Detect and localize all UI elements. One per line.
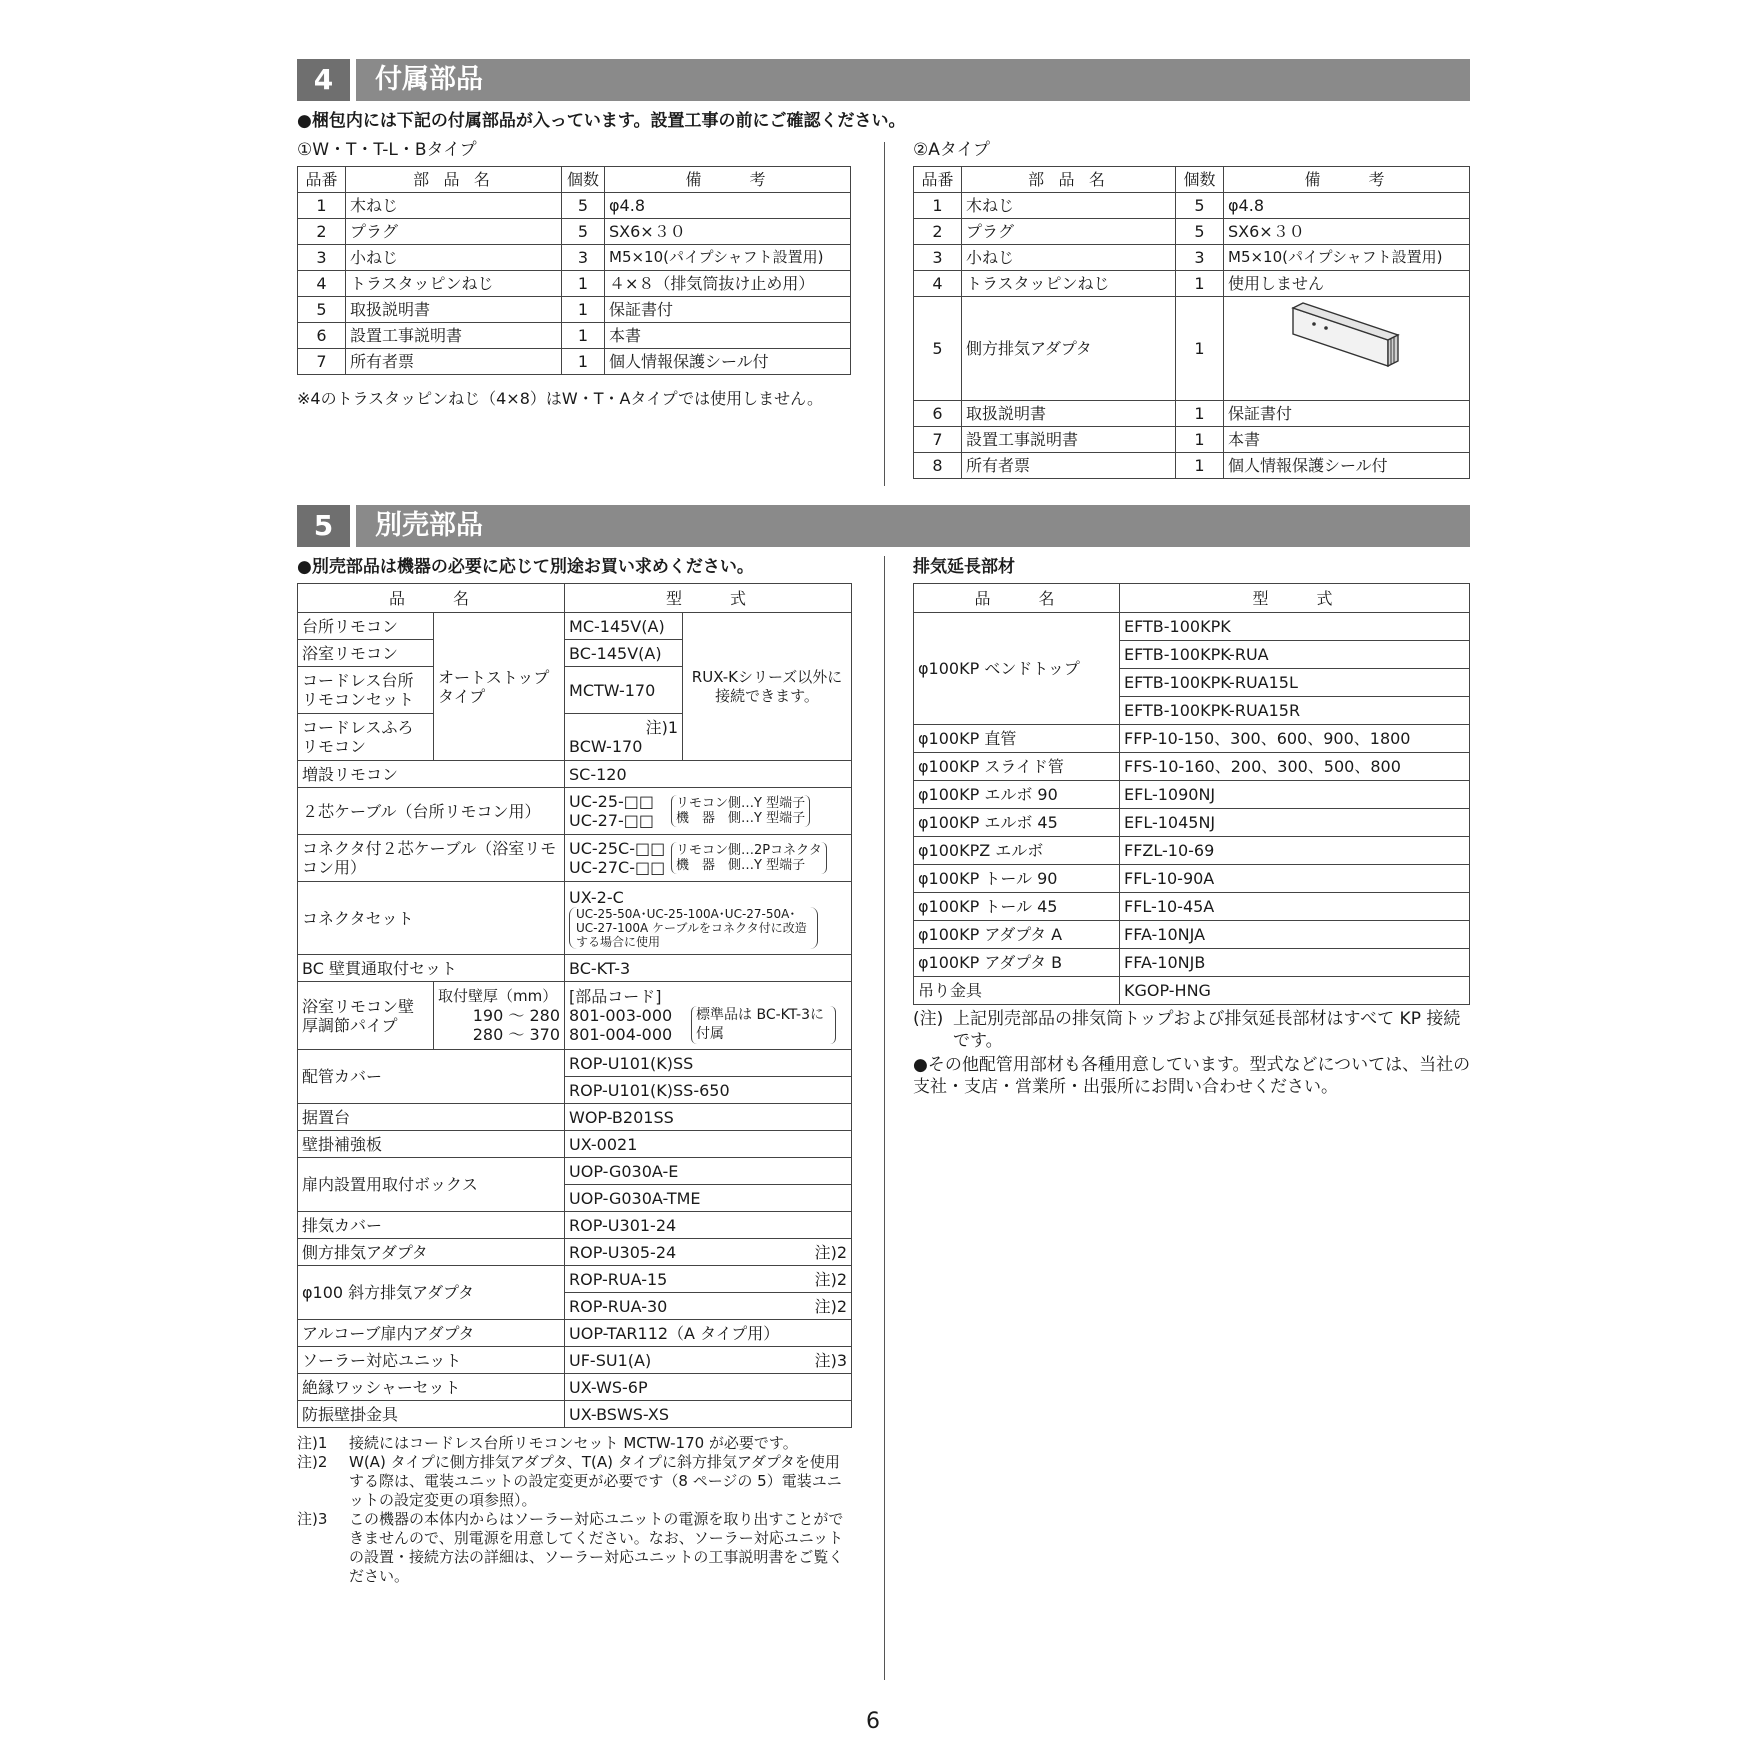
cell: UX-WS-6P [565,1374,852,1401]
model-text: UF-SU1(A) [569,1350,652,1370]
cell [565,788,852,835]
cell: 1 [1176,453,1224,479]
thickness-value: 280 ～ 370 [472,1025,561,1044]
table-row [914,453,1470,479]
part-code: 801-003-000 [569,1006,673,1025]
cell: アルコーブ扉内アダプタ [298,1320,565,1347]
table-row [914,271,1470,297]
cell [565,714,683,761]
table-row [298,1131,852,1158]
table-row [914,921,1470,949]
exhaust-parts-title: 排気延長部材 [913,557,1015,577]
cell: プラグ [962,219,1176,245]
note-item: 注)1 接続にはコードレス台所リモコンセット MCTW-170 が必要です。 [297,1434,798,1452]
table-row [914,809,1470,837]
cell: 5 [914,297,962,401]
page-number: 6 [866,1709,880,1734]
cell: BC-145V(A) [565,640,683,667]
cell: M5×10(パイプシャフト設置用) [1224,245,1470,271]
cell: FFP-10-150、300、600、900、1800 [1120,725,1470,753]
table-row [914,837,1470,865]
note-mark: 注)2 [814,1269,848,1289]
cell: BC 壁貫通取付セット [298,955,565,982]
section-title: 別売部品 [375,510,483,541]
section-number: 4 [297,59,350,101]
cell: 個人情報保護シール付 [605,349,851,375]
section-title: 付属部品 [375,64,483,95]
cell: ２芯ケーブル（台所リモコン用） [298,788,565,835]
cell: 3 [562,245,605,271]
cell: SC-120 [565,761,852,788]
cell: トラスタッピンねじ [346,271,562,297]
cell: 側方排気アダプタ [298,1239,565,1266]
table-row [914,245,1470,271]
model-note: 機 器 側…Y 型端子 [676,811,806,826]
table-row [914,725,1470,753]
table-row [298,1050,852,1077]
table-row [298,323,851,349]
cell: 5 [562,219,605,245]
cell: EFL-1045NJ [1120,809,1470,837]
table-row [298,1239,852,1266]
col-header: 品番 [914,167,962,193]
cell [565,882,852,955]
cell: φ100KP スライド管 [914,753,1120,781]
cell: EFTB-100KPK-RUA15L [1120,669,1470,697]
model-text: UC-25-□□ [569,792,655,811]
cell: 3 [298,245,346,271]
cell: KGOP-HNG [1120,977,1470,1005]
cell: 1 [1176,297,1224,401]
cell: FFL-10-45A [1120,893,1470,921]
cell: 小ねじ [346,245,562,271]
model-note: 標準品は BC-KT-3に付属 [691,1006,836,1044]
cell: WOP-B201SS [565,1104,852,1131]
col-header: 部品名 [962,167,1176,193]
cell: トラスタッピンねじ [962,271,1176,297]
cell [565,1266,852,1293]
thickness-value: 190 ～ 280 [472,1006,561,1025]
cell: ROP-U101(K)SS-650 [565,1077,852,1104]
cell: 設置工事説明書 [962,427,1176,453]
col-header: 品番 [298,167,346,193]
cell: EFL-1090NJ [1120,781,1470,809]
cell: 1 [562,323,605,349]
note-mark: 注)3 [814,1350,848,1370]
cell: 小ねじ [962,245,1176,271]
cell: 増設リモコン [298,761,565,788]
table-row [914,193,1470,219]
model-text: ROP-RUA-30 [569,1296,668,1316]
wt-type-subtitle: ①W・T・T-L・Bタイプ [297,140,477,160]
model-text: UC-27C-□□ [569,858,666,877]
cell [565,1293,852,1320]
cell: 木ねじ [962,193,1176,219]
cell: 6 [298,323,346,349]
cell: φ4.8 [605,193,851,219]
cell: 1 [562,271,605,297]
table-row [298,1212,852,1239]
col-header: 型式 [565,584,852,613]
cell: SX6×３０ [605,219,851,245]
cell: 保証書付 [605,297,851,323]
cell: コネクタセット [298,882,565,955]
table-row [298,1104,852,1131]
model-text: ROP-U305-24 [569,1242,677,1262]
table-row [298,1374,852,1401]
cell: MC-145V(A) [565,613,683,640]
model-text: BCW-170 [569,737,643,756]
cell: φ100KPZ エルボ [914,837,1120,865]
code-label: [部品コード] [569,987,662,1006]
model-note: リモコン側…Y 型端子 [676,796,806,811]
cell: UX-BSWS-XS [565,1401,852,1428]
wt-type-note: ※4のトラスタッピンねじ（4×8）はW・T・Aタイプでは使用しません。 [297,389,824,408]
cell: 設置工事説明書 [346,323,562,349]
table-row [298,613,852,640]
section-4-lead: ●梱包内には下記の付属部品が入っています。設置工事の前にご確認ください。 [297,111,906,131]
cell: φ4.8 [1224,193,1470,219]
cell: M5×10(パイプシャフト設置用) [605,245,851,271]
cell: 7 [914,427,962,453]
table-row [914,977,1470,1005]
note-item: (注) 上記別売部品の排気筒トップおよび排気延長部材はすべて KP 接続です。 [913,1009,1461,1051]
cell: 所有者票 [962,453,1176,479]
cell: 2 [914,219,962,245]
cell: 4 [914,271,962,297]
cell: 使用しません [1224,271,1470,297]
wt-type-parts-table [297,166,851,375]
table-row [298,245,851,271]
cell: UOP-G030A-E [565,1158,852,1185]
side-exhaust-adapter-illustration [1228,298,1464,396]
optional-parts-table [297,583,852,1428]
optional-parts-notes [297,1434,852,1586]
table-row [914,865,1470,893]
cell: EFTB-100KPK-RUA [1120,641,1470,669]
note-item: 注)3 この機器の本体内からはソーラー対応ユニットの電源を取り出すことができませんので、別電源を用意してください。なお、ソーラー対応ユニットの設置・接続方法の詳細は、ソーラー対応ユニットの工事説明書をご覧ください。 [297,1510,844,1585]
cell: φ100KP エルボ 90 [914,781,1120,809]
section-4-header [297,59,1470,101]
cell: 本書 [1224,427,1470,453]
model-note: リモコン側…2Pコネクタ [676,843,822,858]
cell: 本書 [605,323,851,349]
cell: 7 [298,349,346,375]
col-header: 個数 [1176,167,1224,193]
cell: FFZL-10-69 [1120,837,1470,865]
col-header: 型式 [1120,584,1470,613]
model-text: UC-25C-□□ [569,839,666,858]
section-5-lead: ●別売部品は機器の必要に応じて別途お買い求めください。 [297,557,754,577]
col-header: 個数 [562,167,605,193]
thickness-label: 取付壁厚（mm） [438,987,558,1005]
cell: 木ねじ [346,193,562,219]
cell: 浴室リモコン [298,640,434,667]
note-mark: 注)1 [645,718,679,737]
table-row [298,1158,852,1185]
model-text: UC-27-□□ [569,811,655,830]
table-row [914,297,1470,401]
note-item: 注)2 W(A) タイプに側方排気アダプタ、T(A) タイプに斜方排気アダプタを使用する際は、電装ユニットの設定変更が必要です（8 ページの 5）電装ユニットの設定変更の項参照）。 [297,1453,842,1509]
cell [565,835,852,882]
exhaust-parts-table [913,583,1470,1005]
cell: ソーラー対応ユニット [298,1347,565,1374]
cell: 扉内設置用取付ボックス [298,1158,565,1212]
cell: 防振壁掛金具 [298,1401,565,1428]
cell: 1 [914,193,962,219]
cell: 保証書付 [1224,401,1470,427]
cell: 1 [562,349,605,375]
cell: 絶縁ワッシャーセット [298,1374,565,1401]
cell: φ100KP 直管 [914,725,1120,753]
table-row [298,835,852,882]
cell: UX-0021 [565,1131,852,1158]
table-row [298,955,852,982]
cell: ROP-U101(K)SS [565,1050,852,1077]
cell: 3 [914,245,962,271]
cell [434,982,565,1050]
cell: 排気カバー [298,1212,565,1239]
cell: 1 [1176,427,1224,453]
cell: φ100KP トール 90 [914,865,1120,893]
table-row [298,788,852,835]
cell: φ100KP トール 45 [914,893,1120,921]
cell: FFA-10NJB [1120,949,1470,977]
cell: EFTB-100KPK-RUA15R [1120,697,1470,725]
cell: φ100KP ベンドトップ [914,613,1120,725]
table-row [298,271,851,297]
cell: 吊り金具 [914,977,1120,1005]
column-divider [884,556,885,1680]
cell: 5 [1176,193,1224,219]
cell: 1 [1176,271,1224,297]
table-row [298,1320,852,1347]
table-row [298,982,852,1050]
cell: 所有者票 [346,349,562,375]
cell: 5 [298,297,346,323]
table-row [298,1401,852,1428]
cell: 個人情報保護シール付 [1224,453,1470,479]
col-header: 備考 [605,167,851,193]
cell: φ100KP エルボ 45 [914,809,1120,837]
cell: 配管カバー [298,1050,565,1104]
model-text: ROP-RUA-15 [569,1269,668,1289]
cell: 4 [298,271,346,297]
cell: 台所リモコン [298,613,434,640]
cell: 8 [914,453,962,479]
cell: コードレス台所リモコンセット [298,667,434,714]
table-row [298,1347,852,1374]
table-row [298,349,851,375]
remote-note-cell: RUX-Kシリーズ以外に接続できます。 [683,613,852,761]
table-row [298,297,851,323]
cell: ROP-U301-24 [565,1212,852,1239]
cell: φ100 斜方排気アダプタ [298,1266,565,1320]
table-row [914,401,1470,427]
col-header: 備考 [1224,167,1470,193]
cell: SX6×３０ [1224,219,1470,245]
cell: 据置台 [298,1104,565,1131]
cell: φ100KP アダプタ B [914,949,1120,977]
cell [565,1239,852,1266]
cell [565,1347,852,1374]
note-mark: 注)2 [814,1296,848,1316]
column-divider [884,142,885,486]
table-row [298,761,852,788]
section-5-header [297,505,1470,547]
cell: EFTB-100KPK [1120,613,1470,641]
cell: UOP-TAR112（A タイプ用） [565,1320,852,1347]
adapter-illustration-cell [1224,297,1470,401]
part-code: 801-004-000 [569,1025,673,1044]
table-row [914,949,1470,977]
cell: 5 [1176,219,1224,245]
table-row [298,219,851,245]
note-mark: 注)2 [814,1242,848,1262]
cell: FFL-10-90A [1120,865,1470,893]
model-text: UX-2-C [569,887,624,907]
cell: 2 [298,219,346,245]
note-item: ●その他配管用部材も各種用意しています。型式などについては、当社の支社・支店・営業所・出張所にお問い合わせください。 [913,1055,1471,1097]
cell: φ100KP アダプタ A [914,921,1120,949]
model-note: 機 器 側…Y 型端子 [676,858,806,873]
exhaust-notes [913,1008,1473,1098]
cell: 取扱説明書 [346,297,562,323]
col-header: 品名 [298,584,565,613]
a-type-parts-table [913,166,1470,479]
cell: MCTW-170 [565,667,683,714]
cell: FFS-10-160、200、300、500、800 [1120,753,1470,781]
table-row [914,613,1470,641]
cell: BC-KT-3 [565,955,852,982]
cell: 取扱説明書 [962,401,1176,427]
cell: コネクタ付２芯ケーブル（浴室リモコン用） [298,835,565,882]
cell: プラグ [346,219,562,245]
cell [565,982,852,1050]
table-row [298,882,852,955]
cell: 1 [1176,401,1224,427]
table-row [914,781,1470,809]
a-type-subtitle: ②Aタイプ [913,140,991,160]
cell: 浴室リモコン壁厚調節パイプ [298,982,434,1050]
col-header: 部品名 [346,167,562,193]
cell: 側方排気アダプタ [962,297,1176,401]
table-row [298,1266,852,1293]
table-row [914,427,1470,453]
cell: 6 [914,401,962,427]
table-row [914,219,1470,245]
cell: 壁掛補強板 [298,1131,565,1158]
cell: FFA-10NJA [1120,921,1470,949]
cell: ４×８（排気筒抜け止め用） [605,271,851,297]
table-row [914,753,1470,781]
remote-group-cell: オートストップタイプ [434,613,565,761]
col-header: 品名 [914,584,1120,613]
cell: コードレスふろリモコン [298,714,434,761]
cell: UOP-G030A-TME [565,1185,852,1212]
section-number: 5 [297,505,350,547]
cell: 1 [298,193,346,219]
table-row [914,893,1470,921]
model-note: UC-25-50A･UC-25-100A･UC-27-50A･UC-27-100A ケーブルをコネクタ付に改造する場合に使用 [569,907,818,949]
cell: 1 [562,297,605,323]
cell: 5 [562,193,605,219]
cell: 3 [1176,245,1224,271]
table-row [298,193,851,219]
